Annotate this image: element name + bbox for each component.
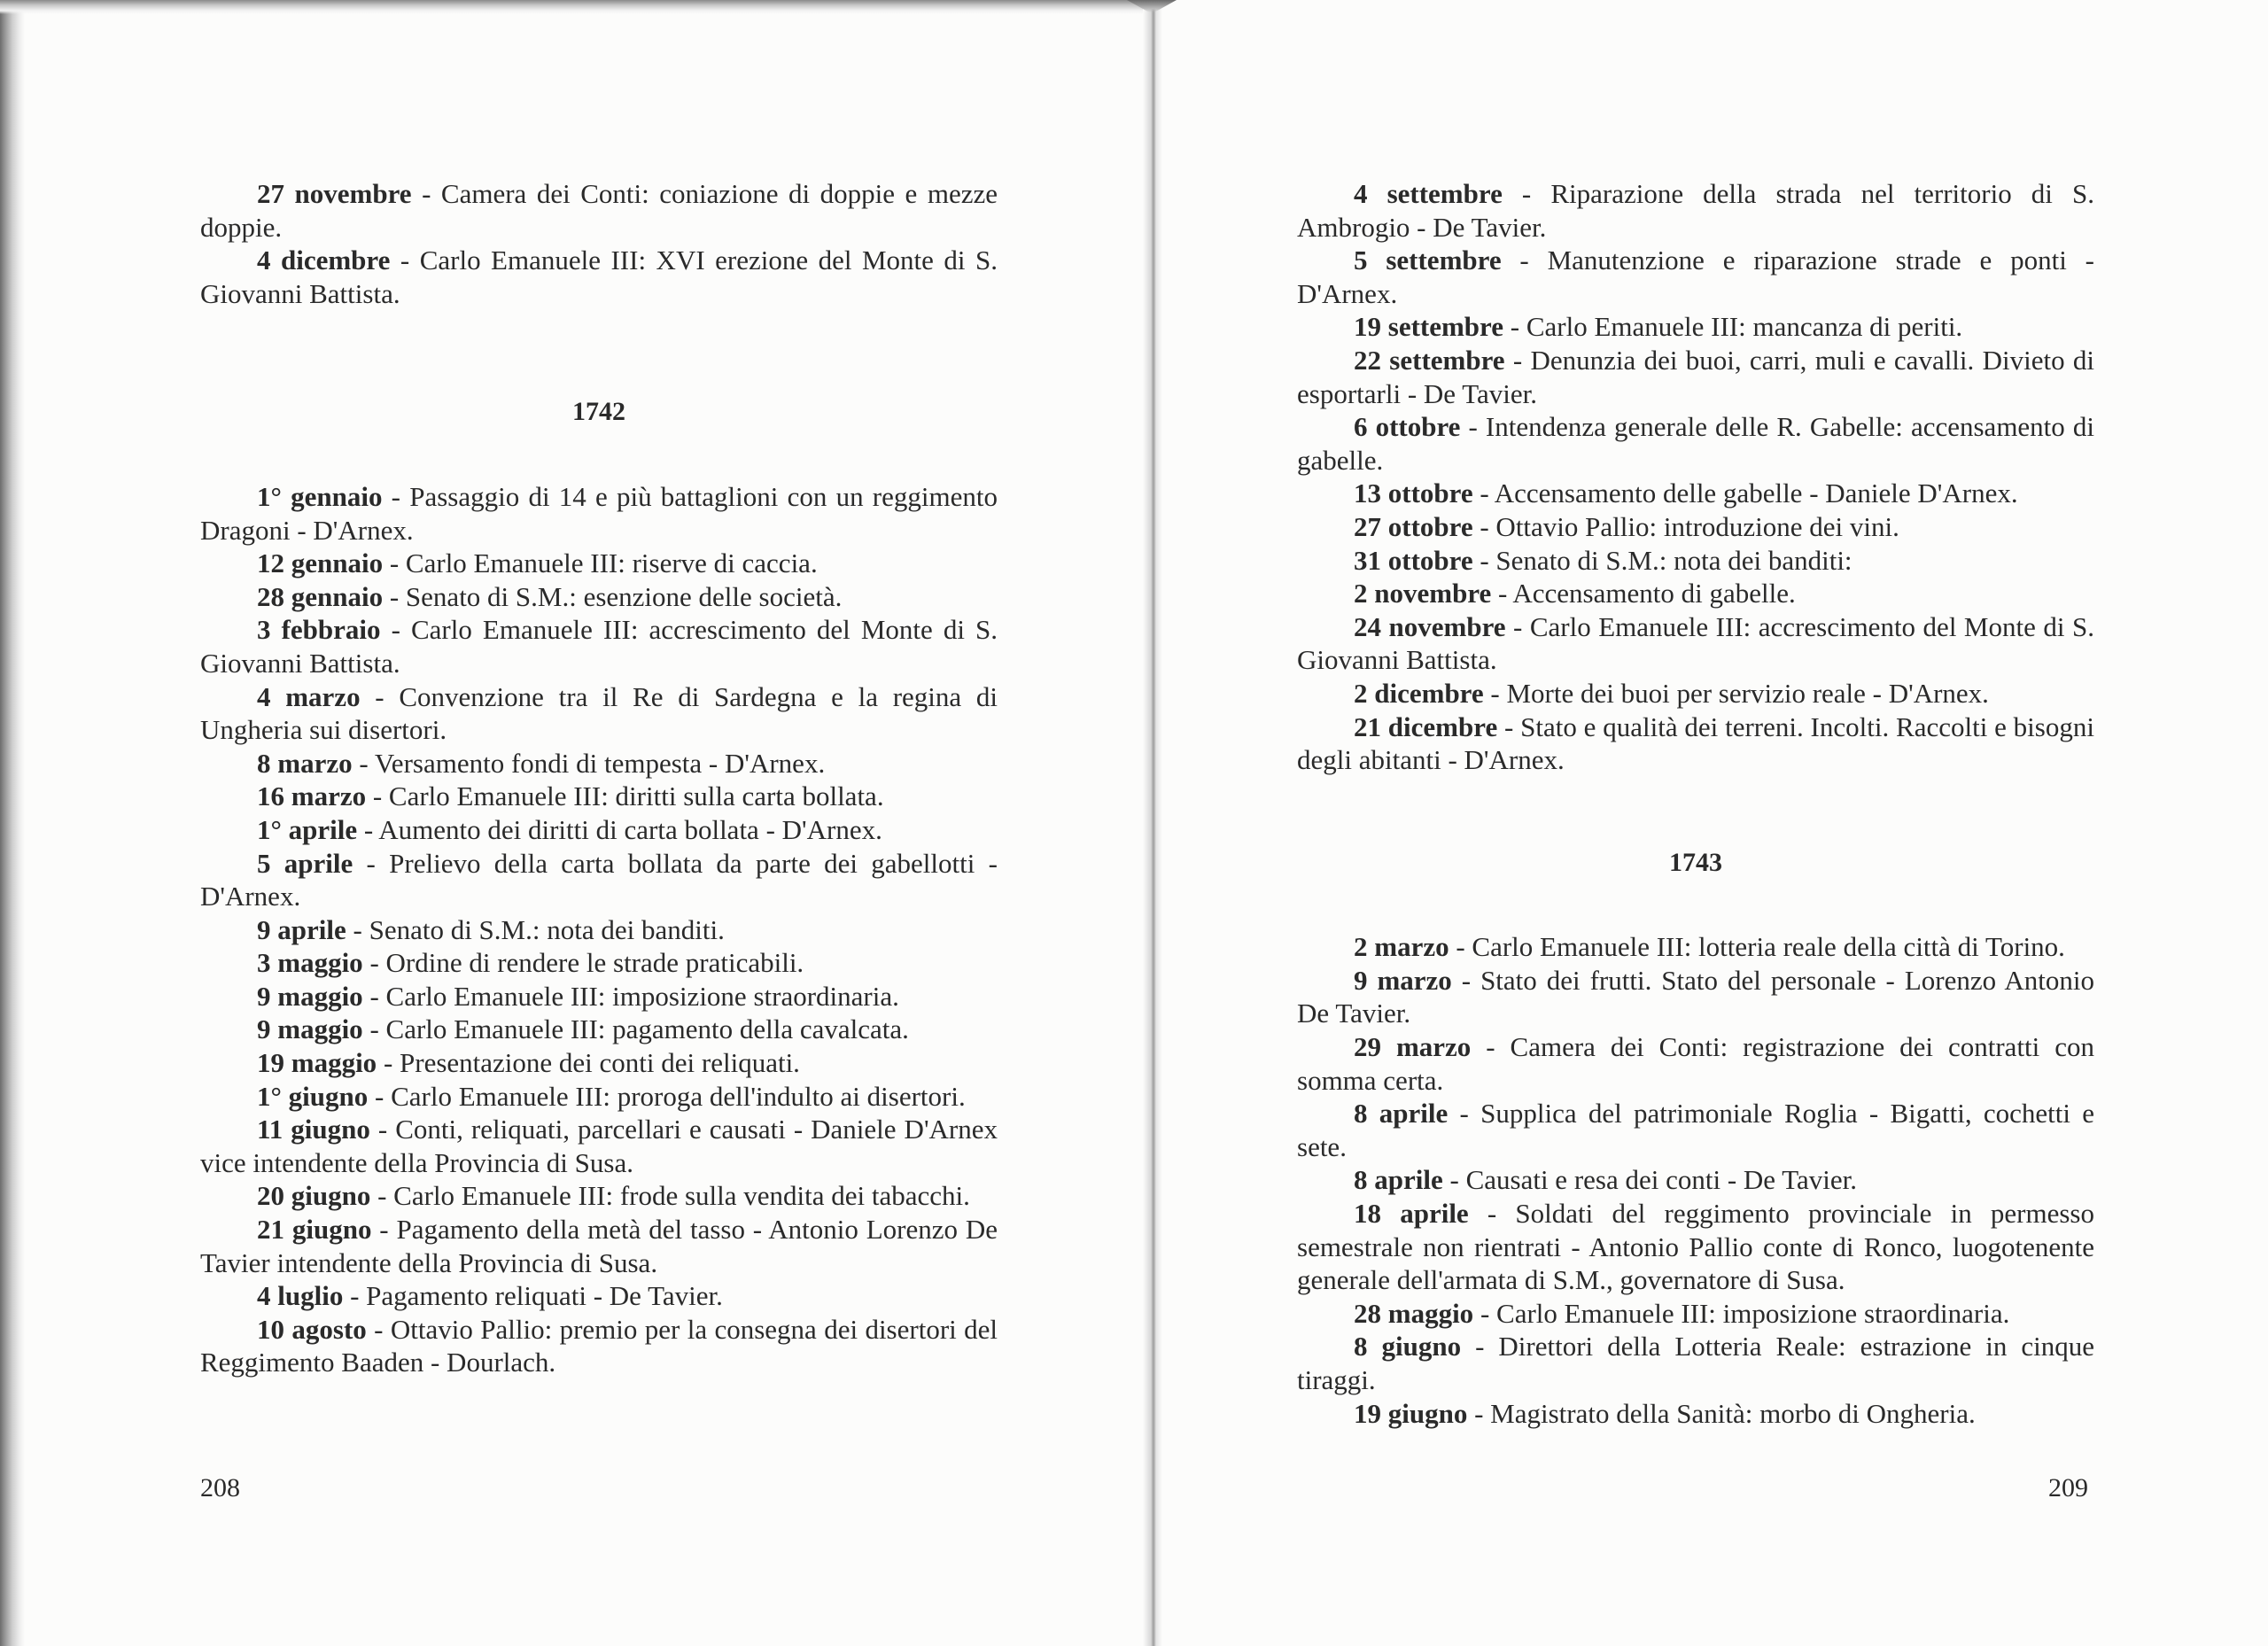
entry bbox=[200, 1113, 998, 1179]
right-entries-after bbox=[1297, 930, 2094, 1430]
year-heading-1743: 1743 bbox=[1669, 847, 1722, 877]
entry bbox=[1297, 510, 2094, 544]
entry bbox=[200, 1046, 998, 1080]
entry-date: 27 ottobre bbox=[1354, 510, 1473, 542]
entry bbox=[200, 1179, 998, 1213]
entry-date: 3 febbraio bbox=[257, 614, 381, 646]
entry-text: - Causati e resa dei conti - De Tavier. bbox=[1442, 1164, 1858, 1196]
entry-text: - Stato dei frutti. Stato del personale - Lorenzo Antonio De Tavier. bbox=[1297, 964, 2094, 1029]
entry bbox=[1297, 1297, 2094, 1331]
entry-text: - Passaggio di 14 e più battaglioni con un reggimento Dragoni - D'Arnex. bbox=[200, 480, 998, 546]
entry-date: 19 maggio bbox=[257, 1047, 377, 1079]
entry-text: - Convenzione tra il Re di Sardegna e la regina di Ungheria sui disertori. bbox=[200, 680, 998, 746]
entry bbox=[200, 613, 998, 679]
entry bbox=[200, 1013, 998, 1046]
left-page bbox=[200, 177, 998, 1379]
entry bbox=[200, 680, 998, 747]
entry-text: - Accensamento delle gabelle - Daniele D'Arnex. bbox=[1472, 477, 2018, 509]
entry-text: - Pagamento della metà del tasso - Antonio Lorenzo De Tavier intendente della Provincia di Susa. bbox=[200, 1214, 998, 1278]
entry-text: - Stato e qualità dei terreni. Incolti. Raccolti e bisogni degli abitanti - D'Arnex. bbox=[1297, 710, 2094, 776]
entry-date: 4 marzo bbox=[257, 680, 361, 712]
entry-date: 19 giugno bbox=[1354, 1397, 1468, 1429]
entry bbox=[200, 177, 998, 244]
entry bbox=[200, 946, 998, 980]
entry bbox=[1297, 344, 2094, 410]
entry-text: - Carlo Emanuele III: mancanza di periti. bbox=[1503, 311, 1963, 343]
page-number-right: 209 bbox=[2048, 1473, 2088, 1502]
entry-date: 22 settembre bbox=[1354, 344, 1505, 376]
entry-date: 8 giugno bbox=[1354, 1331, 1462, 1363]
entry-date: 2 dicembre bbox=[1354, 677, 1484, 709]
entry bbox=[200, 244, 998, 310]
entry bbox=[1297, 930, 2094, 964]
entry bbox=[1297, 1097, 2094, 1163]
entry-text: - Carlo Emanuele III: imposizione straordinaria. bbox=[362, 980, 899, 1012]
entry-text: - Manutenzione e riparazione strade e ponti - D'Arnex. bbox=[1297, 245, 2094, 309]
entry-text: - Carlo Emanuele III: XVI erezione del Monte di S. Giovanni Battista. bbox=[200, 245, 998, 309]
entry bbox=[1297, 1163, 2094, 1197]
entry bbox=[200, 980, 998, 1013]
entry-date: 2 novembre bbox=[1354, 578, 1492, 609]
book-gutter bbox=[1143, 0, 1162, 1646]
entry-date: 24 novembre bbox=[1354, 610, 1506, 642]
entry-date: 31 ottobre bbox=[1354, 544, 1473, 576]
entry-text: - Carlo Emanuele III: riserve di caccia. bbox=[383, 547, 818, 579]
entry-date: 4 settembre bbox=[1354, 178, 1503, 209]
entry bbox=[200, 480, 998, 547]
entry-date: 10 agosto bbox=[257, 1313, 367, 1345]
entry-date: 9 maggio bbox=[257, 1013, 363, 1045]
entry-date: 12 gennaio bbox=[257, 547, 384, 579]
entry bbox=[1297, 310, 2094, 344]
entry-date: 4 dicembre bbox=[257, 245, 391, 276]
entry-text: - Camera dei Conti: registrazione dei contratti con somma certa. bbox=[1297, 1031, 2094, 1096]
entry bbox=[200, 747, 998, 780]
entry bbox=[1297, 410, 2094, 477]
entry-text: - Magistrato della Sanità: morbo di Ongheria. bbox=[1467, 1397, 1976, 1429]
entry-date: 28 maggio bbox=[1354, 1297, 1474, 1329]
entry-text: - Carlo Emanuele III: imposizione straordinaria. bbox=[1473, 1297, 2010, 1329]
entry-text: - Senato di S.M.: nota dei banditi. bbox=[346, 913, 725, 945]
entry-date: 8 marzo bbox=[257, 747, 353, 779]
entry-text: - Morte dei buoi per servizio reale - D'Arnex. bbox=[1483, 677, 1989, 709]
entry bbox=[1297, 177, 2094, 244]
entry bbox=[200, 1313, 998, 1379]
entry-date: 3 maggio bbox=[257, 947, 363, 979]
entry-text: - Intendenza generale delle R. Gabelle: accensamento di gabelle. bbox=[1297, 411, 2094, 476]
entry-date: 19 settembre bbox=[1354, 311, 1504, 343]
entry-date: 9 aprile bbox=[257, 913, 346, 945]
entry-date: 11 giugno bbox=[257, 1114, 370, 1145]
entry-date: 1° aprile bbox=[257, 813, 358, 845]
entry-text: - Carlo Emanuele III: diritti sulla carta bollata. bbox=[366, 780, 884, 812]
entry-text: - Direttori della Lotteria Reale: estrazione in cinque tiraggi. bbox=[1297, 1331, 2094, 1395]
entry-date: 21 giugno bbox=[257, 1214, 372, 1246]
entry-date: 27 novembre bbox=[257, 178, 412, 209]
entry-text: - Accensamento di gabelle. bbox=[1491, 578, 1796, 609]
entry-text: - Carlo Emanuele III: pagamento della cavalcata. bbox=[362, 1013, 909, 1045]
entry bbox=[1297, 244, 2094, 310]
left-entries-before bbox=[200, 177, 998, 310]
entry-text: - Carlo Emanuele III: frode sulla vendita dei tabacchi. bbox=[370, 1180, 970, 1212]
entry bbox=[1297, 1330, 2094, 1396]
entry-date: 1° gennaio bbox=[257, 480, 383, 512]
entry-text: - Carlo Emanuele III: proroga dell'indulto ai disertori. bbox=[368, 1080, 966, 1112]
entry-text: - Ottavio Pallio: premio per la consegna dei disertori del Reggimento Baaden - Dourlach. bbox=[200, 1313, 998, 1378]
scan-top-edge bbox=[0, 0, 1152, 14]
entry bbox=[1297, 710, 2094, 777]
entry-text: - Carlo Emanuele III: accrescimento del Monte di S. Giovanni Battista. bbox=[1297, 610, 2094, 676]
entry bbox=[200, 547, 998, 580]
scan-left-edge bbox=[0, 0, 25, 1646]
entry-date: 9 maggio bbox=[257, 980, 363, 1012]
entry bbox=[1297, 610, 2094, 677]
entry-date: 5 aprile bbox=[257, 847, 353, 879]
entry-text: - Versamento fondi di tempesta - D'Arnex. bbox=[352, 747, 826, 779]
entry-date: 29 marzo bbox=[1354, 1031, 1472, 1063]
entry bbox=[200, 847, 998, 913]
entry-text: - Soldati del reggimento provinciale in permesso semestrale non rientrati - Antonio Pallio conte di Ronco, luogotenente generale dell'armata di S.M., governatore di Susa. bbox=[1297, 1198, 2094, 1296]
entry bbox=[200, 1213, 998, 1279]
entry-text: - Ottavio Pallio: introduzione dei vini. bbox=[1472, 510, 1899, 542]
entry-text: - Denunzia dei buoi, carri, muli e cavalli. Divieto di esportarli - De Tavier. bbox=[1297, 344, 2094, 409]
entry-date: 28 gennaio bbox=[257, 580, 384, 612]
entry-date: 13 ottobre bbox=[1354, 477, 1473, 509]
entry-text: - Supplica del patrimoniale Roglia - Bigatti, cochetti e sete. bbox=[1297, 1098, 2094, 1162]
entry-date: 8 aprile bbox=[1354, 1098, 1449, 1130]
entry-date: 4 luglio bbox=[257, 1280, 344, 1312]
entry-text: - Riparazione della strada nel territorio di S. Ambrogio - De Tavier. bbox=[1297, 178, 2094, 243]
entry-date: 21 dicembre bbox=[1354, 710, 1498, 742]
entry-text: - Carlo Emanuele III: accrescimento del Monte di S. Giovanni Battista. bbox=[200, 614, 998, 679]
entry-text: - Aumento dei diritti di carta bollata - D'Arnex. bbox=[357, 813, 882, 845]
entry-text: - Carlo Emanuele III: lotteria reale della città di Torino. bbox=[1449, 931, 2065, 963]
entry bbox=[1297, 1397, 2094, 1431]
entry bbox=[200, 580, 998, 614]
entry bbox=[1297, 1030, 2094, 1097]
entry bbox=[1297, 1197, 2094, 1297]
entry-date: 9 marzo bbox=[1354, 964, 1452, 996]
right-entries-before bbox=[1297, 177, 2094, 777]
entry-date: 8 aprile bbox=[1354, 1164, 1443, 1196]
entry-text: - Camera dei Conti: coniazione di doppie e mezze doppie. bbox=[200, 178, 998, 243]
entry bbox=[1297, 477, 2094, 510]
entry bbox=[1297, 677, 2094, 710]
entry bbox=[1297, 964, 2094, 1030]
entry bbox=[1297, 544, 2094, 578]
entry-text: - Conti, reliquati, parcellari e causati - Daniele D'Arnex vice intendente della Provincia di Susa. bbox=[200, 1114, 998, 1178]
year-heading-1742: 1742 bbox=[572, 397, 625, 427]
page-number-left: 208 bbox=[200, 1473, 240, 1502]
entry-date: 5 settembre bbox=[1354, 245, 1502, 276]
entry bbox=[200, 780, 998, 813]
entry-date: 20 giugno bbox=[257, 1180, 371, 1212]
entry-date: 1° giugno bbox=[257, 1080, 369, 1112]
entry bbox=[200, 913, 998, 947]
left-entries-after bbox=[200, 480, 998, 1379]
entry bbox=[200, 1279, 998, 1313]
entry-date: 18 aprile bbox=[1354, 1198, 1469, 1230]
entry-date: 2 marzo bbox=[1354, 931, 1449, 963]
entry bbox=[1297, 577, 2094, 610]
entry-text: - Pagamento reliquati - De Tavier. bbox=[343, 1280, 723, 1312]
right-page bbox=[1297, 177, 2094, 1430]
entry-date: 6 ottobre bbox=[1354, 411, 1461, 443]
entry-text: - Senato di S.M.: nota dei banditi: bbox=[1472, 544, 1852, 576]
entry-text: - Senato di S.M.: esenzione delle società. bbox=[383, 580, 843, 612]
entry-text: - Presentazione dei conti dei reliquati. bbox=[377, 1047, 800, 1079]
entry-text: - Prelievo della carta bollata da parte dei gabellotti - D'Arnex. bbox=[200, 847, 998, 912]
entry bbox=[200, 1080, 998, 1114]
entry-text: - Ordine di rendere le strade praticabili. bbox=[362, 947, 804, 979]
entry-date: 16 marzo bbox=[257, 780, 367, 812]
entry bbox=[200, 813, 998, 847]
